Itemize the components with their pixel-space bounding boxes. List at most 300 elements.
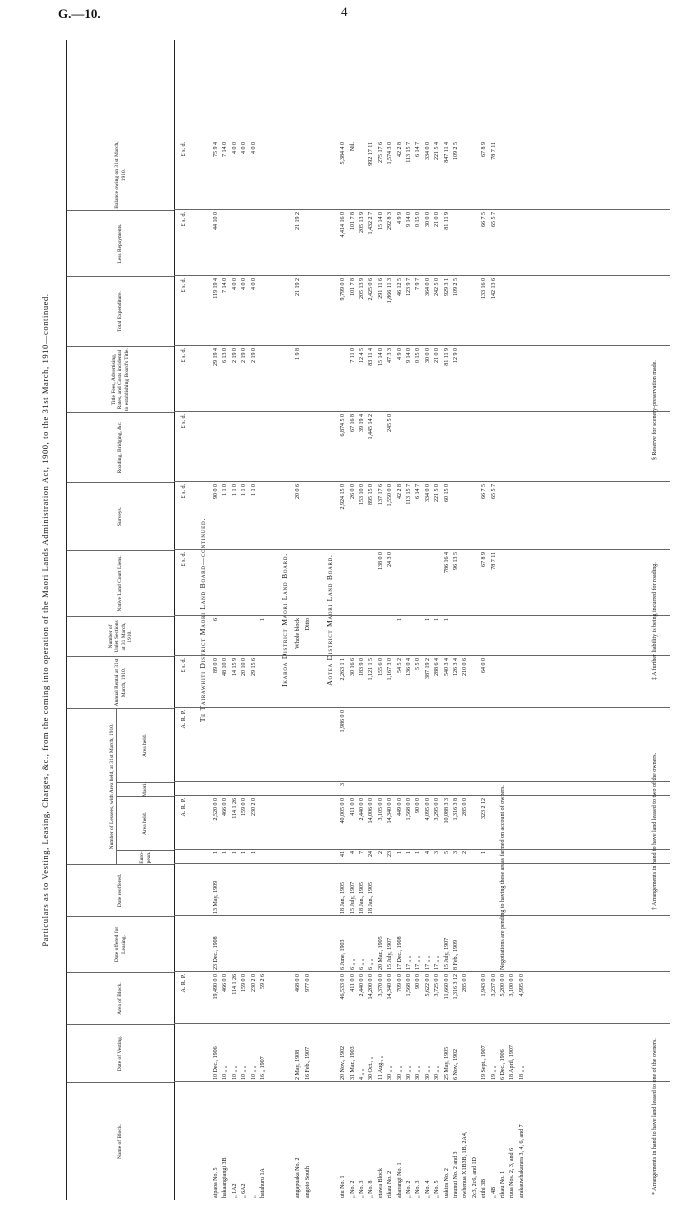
cell-eur: 1 [241,851,248,854]
table-row [414,40,423,1200]
cell-vesting: 30 Oct., „ [368,1056,375,1080]
col-area-held-european: Area held. [117,796,174,850]
cell-eur-area: 14,340 0 0 [387,798,394,824]
cell-fees: 1 9 8 [295,348,302,360]
unit-label: £ s. d. [181,414,187,429]
cell-vesting: 30 „ „ [396,1065,403,1080]
column-rule [174,915,670,916]
cell-surveys: 1 1 0 [231,484,238,496]
cell-surveys: 113 15 7 [406,484,412,505]
cell-vesting: 6 Dec., 1906 [500,1049,506,1080]
cell-eur-area: 40,005 0 0 [340,798,347,824]
cell-unlet: 1 [260,618,266,621]
unit-label: £ s. d. [181,658,187,673]
cell-name: „ No. 5 [434,1180,441,1198]
cell-vesting: 18 „ „ [518,1065,525,1080]
column-rule [174,1023,670,1024]
column-rule [174,655,670,656]
cell-eur-area: 10,088 3 3 [443,798,450,824]
cell-rental: 29 15 6 [250,658,257,676]
cell-surveys: 6 14 7 [415,484,422,499]
table-row [349,40,358,1200]
cell-eur-area: 466 0 0 [222,798,229,816]
cell-area: 14,200 0 0 [368,974,375,1000]
cell-roading: 6,874 5 0 [340,414,347,437]
cell-rental: 48 10 0 [222,658,229,676]
cell-roading: 245 5 0 [387,414,394,432]
cell-area: 46,533 0 0 [340,974,347,1000]
table-row [240,40,249,1200]
cell-area: 11,660 0 0 [443,974,450,1000]
cell-name: hatahuru 1A [260,1168,266,1198]
cell-rental: 540 3 4 [443,658,450,676]
cell-eur: 7 [359,851,365,854]
cell-balance: 275 17 6 [377,142,384,163]
cell-fees: 83 11 4 [368,348,375,366]
cell-name: arakauwhakarara 3, 4, 6, and 7 [518,1124,525,1198]
pending-note: Negotiations are pending to having these areas farmed on account of owners. [500,785,507,970]
cell-area: 411 0 0 [349,974,356,992]
cell-fees: 29 19 4 [213,348,219,366]
cell-fees: 2 19 0 [241,348,248,363]
cell-liens: 96 13 5 [453,552,459,570]
cell-area: 5,622 0 0 [424,974,431,997]
table-row [377,40,386,1200]
cell-repay: 4 9 9 [396,212,403,224]
cell-total: 364 0 0 [424,278,431,296]
cell-eur: 1 [406,851,412,854]
unit-label: £ s. d. [181,212,187,227]
column-rule [174,863,670,864]
column-rule [174,411,670,412]
table-row [518,40,527,1200]
cell-total: 119 19 4 [213,278,219,299]
cell-area: 59 2 6 [260,974,266,989]
cell-area: 3,100 0 0 [509,974,516,997]
cell-balance: 847 11 4 [443,142,450,163]
pending-note-row [499,40,508,1200]
cell-rental: 30 16 6 [349,658,356,676]
cell-reoffered: 18 Jan., 1905 [340,882,347,914]
cell-eur: 2 [462,851,469,854]
col-maori: Maori. [117,782,174,796]
unit-label: £ s. d. [181,278,187,293]
col-date-of-vesting: Date of Vesting. [67,1024,174,1082]
cell-total: 7 14 0 [222,278,229,293]
cell-fees: 9 14 0 [406,348,412,363]
cell-unlet: Whole block [295,618,302,649]
cell-rental: 387 19 2 [424,658,431,679]
cell-area: 1,568 0 0 [406,974,412,997]
cell-eur: 1 [415,851,422,854]
cell-balance: 5,384 4 0 [340,142,347,165]
cell-balance: 334 0 0 [424,142,431,160]
cell-unlet: 1 [424,618,431,621]
rotated-table-sheet [40,40,680,1200]
table-row [304,40,313,1200]
cell-eur-area: 230 2 0 [250,798,257,816]
cell-vesting: 6 Nov., 1902 [453,1049,459,1080]
cell-offered: 20 Mar., 1905 [377,936,384,970]
cell-area: 1,316 3 12 [453,974,459,1000]
cell-repay: 9 14 0 [406,212,412,227]
col-unlet-sections: Number of Unlet Sections at 31 March, 1910. [67,616,174,656]
unit-label: A. R. P. [181,974,187,993]
cell-vesting: 11 Aug., „ [377,1055,384,1080]
cell-repay: 21 19 2 [295,212,302,230]
cell-total: 2,425 0 6 [368,278,375,301]
cell-balance: 6 14 7 [415,142,422,157]
cell-area: 468 0 0 [295,974,302,992]
cell-balance: 992 17 11 [368,142,375,166]
cell-vesting: 19 „ „ [490,1065,497,1080]
cell-area: 3,725 0 0 [434,974,441,997]
cell-liens: 786 16 4 [443,552,450,573]
cell-rental: 2,263 1 1 [340,658,347,681]
cell-eur-area: 3,105 0 0 [377,798,384,821]
cell-surveys: 1,550 0 0 [387,484,394,507]
page-number: 4 [341,4,348,19]
cell-total: 4 0 0 [250,278,257,290]
unit-label: £ s. d. [181,348,187,363]
table-row [367,40,376,1200]
unit-label: A. R. P. [181,710,187,729]
table-row [231,40,240,1200]
cell-eur-area: 90 0 0 [415,798,422,813]
cell-total: 133 16 0 [481,278,488,299]
table-row [358,40,367,1200]
cell-balance: 113 15 7 [406,142,412,163]
cell-offered: 15 July, 1907 [387,937,394,970]
cell-rental: 288 6 4 [434,658,441,676]
cell-repay: 1,432 2 7 [368,212,375,235]
table-row [452,40,461,1200]
cell-name: 2c3, 2c6, and 1D [471,1157,478,1198]
cell-repay: 0 15 0 [415,212,422,227]
cell-eur-area: 14,006 0 0 [368,798,375,824]
cell-eur-area: 411 0 0 [349,798,356,816]
cell-eur: 4 [424,851,431,854]
cell-offered: 15 July, 1907 [443,937,450,970]
units-row [180,40,189,1200]
cell-fees: 15 14 0 [377,348,384,366]
column-rule [174,971,670,972]
cell-vesting: 2 May, 1908 [295,1049,302,1080]
cell-balance: 221 5 4 [434,142,441,160]
cell-name: utu No. 1 [340,1175,347,1198]
cell-surveys: 895 15 0 [368,484,375,505]
cell-area: 3,237 0 0 [490,974,497,997]
column-rule [174,849,670,850]
cell-eur-area: 114 1 26 [231,798,238,819]
table-row [471,40,480,1200]
cell-fees: 30 0 0 [424,348,431,363]
unit-label: A. R. P. [181,798,187,817]
cell-surveys: 20 0 6 [295,484,302,499]
cell-fees: 12 4 5 [359,348,365,363]
cell-eur-area: 2,440 0 0 [359,798,365,821]
column-rule [174,345,670,346]
cell-rental: 1,167 3 0 [387,658,394,681]
cell-area: 159 0 0 [241,974,248,992]
cell-fees: 7 11 0 [349,348,356,363]
cell-eur: 1 [250,851,257,854]
cell-reoffered: 18 Jan., 1905 [359,882,365,914]
cell-area: 230 2 0 [250,974,257,992]
cell-fees: 6 13 0 [222,348,229,363]
cell-reoffered: 18 Jan., 1905 [368,882,375,914]
col-european: Euro-pean. [117,850,174,864]
cell-eur-area: 2,520 0 0 [213,798,219,821]
cell-surveys: 2,924 15 0 [340,484,347,510]
cell-rental: 155 6 0 [377,658,384,676]
cell-repay: 15 14 0 [377,212,384,230]
column-rule [174,275,670,276]
cell-roading: 67 16 8 [349,414,356,432]
cell-area: 19,490 0 0 [213,974,219,1000]
cell-eur: 1 [222,851,229,854]
cell-fees: 2 19 0 [250,348,257,363]
col-court-liens: Native Land Court Liens. [67,550,174,616]
cell-area: 1,943 0 0 [481,974,488,997]
cell-offered: 17 „ „ [406,955,412,970]
cell-vesting: 30 „ „ [406,1065,412,1080]
table-row [396,40,405,1200]
col-surveys: Surveys. [67,482,174,550]
cell-balance: 42 2 8 [396,142,403,157]
col-group-lessees: Number of Lessees, with Area held, at 31st March, 1910. [67,708,117,864]
cell-name: „ [250,1195,257,1198]
table-row [250,40,259,1200]
cell-unlet: 6 [213,618,219,621]
table-row [212,40,221,1200]
unit-label: £ s. d. [181,142,187,157]
cell-fees: 21 0 0 [434,348,441,363]
column-rule [174,1081,670,1082]
cell-surveys: 60 15 0 [443,484,450,502]
cell-vesting: 30 „ „ [387,1065,394,1080]
cell-surveys: 221 5 0 [434,484,441,502]
cell-total: 1,866 11 3 [387,278,394,304]
cell-roading: 1,445 14 2 [368,414,375,440]
header-rule [174,40,175,1200]
cell-rental: 64 0 0 [481,658,488,673]
cell-vesting: 10 „ „ [250,1065,257,1080]
cell-vesting: 18 April, 1907 [509,1045,516,1080]
cell-surveys: 334 0 0 [424,484,431,502]
cell-eur: 1 [481,851,488,854]
col-roading: Roading, Bridging, &c. [67,412,174,482]
col-total-expenditure: Total Expenditure. [67,276,174,346]
cell-vesting: 16 „ 1907 [260,1056,266,1080]
cell-unlet: 1 [434,618,441,621]
table-row [405,40,414,1200]
cell-surveys: 1 1 0 [250,484,257,496]
document-reference: G.—10. [58,6,101,21]
cell-surveys: 90 0 0 [213,484,219,499]
cell-unlet: Ditto [304,618,311,631]
cell-balance: 4 0 0 [250,142,257,154]
cell-name: „ 4B [490,1186,497,1198]
cell-repay: 205 13 9 [359,212,365,233]
cell-fees: 4 9 0 [396,348,403,360]
cell-surveys: 42 2 8 [396,484,403,499]
cell-eur: 5 [443,851,450,854]
table-row [294,40,303,1200]
col-area-of-block: Area of Block. [67,972,174,1024]
cell-name: etihi 3B [481,1178,488,1198]
cell-area: 90 0 0 [415,974,422,989]
table-row [221,40,230,1200]
cell-roading: 39 19 4 [359,414,365,432]
cell-liens: 67 8 9 [481,552,488,567]
cell-rental: 183 9 0 [359,658,365,676]
table-row [508,40,517,1200]
cell-name: angapuaka No. 2 [295,1157,302,1198]
cell-total: 205 13 9 [359,278,365,299]
cell-vesting: 30 „ „ [434,1065,441,1080]
column-rule [174,781,670,782]
cell-eur-area: 4,095 0 0 [424,798,431,821]
cell-eur: 3 [434,851,441,854]
cell-name: aipaoa No. 5 [213,1167,219,1198]
cell-area: 14,340 0 0 [387,974,394,1000]
cell-total: 101 7 8 [349,278,356,296]
cell-eur: 1 [213,851,219,854]
column-header-row [67,40,174,1200]
cell-unlet: 1 [443,618,450,621]
cell-name: angoio South [304,1166,311,1198]
cell-repay: 101 7 8 [349,212,356,230]
cell-vesting: 10 „ „ [241,1065,248,1080]
cell-balance: 1,574 3 0 [387,142,394,165]
cell-total: 109 2 5 [453,278,459,296]
cell-name: rikau No. 2 [387,1170,394,1198]
table-row [259,40,268,1200]
footnote-2: † Arrangements in hand to have land leased to two of the owners. [652,752,658,910]
cell-eur: 4 [349,851,356,854]
cell-vesting: 10 „ „ [222,1065,229,1080]
cell-maori-area: 1,986 0 0 [340,710,347,733]
cell-balance: 4 0 0 [241,142,248,154]
cell-name: aharangi No. 1 [396,1162,403,1198]
col-date-reoffered: Date reoffered. [67,864,174,916]
cell-liens: 138 0 0 [377,552,384,570]
table-title: Particulars as to Vesting, Leasing, Charges, &c., from the coming into operation of the Maori Lands Administration Act, 1900, to the 31st March, 1910—continued. [40,293,50,947]
cell-fees: 81 11 9 [443,348,450,366]
cell-offered: 8 Feb., 1909 [453,940,459,970]
footnote-1: * Arrangements in hand to have land leased to one of the owners. [652,1038,658,1195]
footnote-3: ‡ A further liability is being incurred for roading. [652,562,658,680]
col-balance: Balance owing on 31st March, 1910. [114,141,127,209]
column-rule [174,209,670,210]
cell-total: 4 0 0 [231,278,238,290]
cell-rental: 126 3 4 [453,658,459,676]
cell-eur-area: 3,295 0 0 [434,798,441,821]
cell-name: etawa Block [377,1168,384,1198]
cell-eur: 1 [396,851,403,854]
cell-surveys: 65 5 7 [490,484,497,499]
cell-name: „ 6A2 [241,1183,248,1198]
cell-offered: 17 „ „ [434,955,441,970]
cell-area: 709 0 0 [396,974,403,992]
column-rule [174,481,670,482]
cell-unlet: 1 [396,618,403,621]
cell-offered: 17 „ „ [415,955,422,970]
cell-name: ruua Nos. 2, 3, and 6 [509,1148,516,1198]
cell-name: „ No. 2 [406,1180,412,1198]
cell-balance: 7 14 0 [222,142,229,157]
cell-offered: 6 „ „ [368,958,375,970]
cell-rental: 20 10 0 [241,658,248,676]
cell-area: 4,995 0 0 [518,974,525,997]
cell-eur-area: 1,316 3 8 [453,798,459,821]
cell-rental: 5 5 0 [415,658,422,670]
cell-balance: 75 9 4 [213,142,219,157]
cell-area: 5,200 0 0 [500,974,506,997]
cell-name: uakira No. 2 [443,1168,450,1198]
cell-total: 21 19 2 [295,278,302,296]
cell-offered: 17 „ „ [424,955,431,970]
cell-repay: 21 0 0 [434,212,441,227]
cell-vesting: 30 „ „ [424,1065,431,1080]
cell-total: 9,799 0 0 [340,278,347,301]
col-title-fees: Title Fees, Advertising, Rates, and Costs incidental to establishing Board's Title. [67,346,174,412]
cell-total: 929 3 1 [443,278,450,296]
cell-balance: 109 2 5 [453,142,459,160]
cell-fees: 0 15 0 [415,348,422,363]
cell-vesting: 30 „ „ [415,1065,422,1080]
cell-name: rikau No. 1 [500,1170,506,1198]
cell-fees: 47 3 3 [387,348,394,363]
column-rule [174,707,670,708]
cell-offered: 6 „ „ [359,958,365,970]
cell-offered: 17 Dec., 1908 [396,936,403,970]
table-row [339,40,348,1200]
cell-total: 142 13 6 [490,278,497,299]
cell-liens: 78 7 11 [490,552,497,570]
cell-liens: 24 3 0 [387,552,394,567]
cell-area: 114 1 26 [231,974,238,995]
cell-eur-area: 1,568 0 0 [406,798,412,821]
cell-total: 291 11 6 [377,278,384,299]
cell-rental: 136 0 4 [406,658,412,676]
table-row [433,40,442,1200]
table-row [461,40,470,1200]
cell-fees: 2 19 0 [231,348,238,363]
cell-fees: 12 9 0 [453,348,459,363]
cell-vesting: 25 May, 1905 [443,1046,450,1080]
table-row [443,40,452,1200]
col-area-held-maori: Area held. [117,708,174,782]
cell-eur: 3 [453,851,459,854]
cell-surveys: 1 1 0 [241,484,248,496]
cell-vesting: 10 „ „ [231,1065,238,1080]
cell-name: „ No. 3 [415,1180,422,1198]
cell-total: 46 12 5 [396,278,403,296]
cell-balance: 67 8 9 [481,142,488,157]
cell-reoffered: 13 May, 1909 [213,880,219,914]
cell-name: „ 1A2 [231,1183,238,1198]
cell-offered: 6 „ „ [349,958,356,970]
column-rule [174,549,670,550]
section-heading: Ikaroa District Maori Land Board. [280,553,290,687]
cell-name: iraunui No. 2 and 3 [453,1151,459,1198]
cell-area: 285 0 0 [462,974,469,992]
cell-area: 3,370 0 0 [377,974,384,997]
cell-name: „ No. 4 [424,1180,431,1198]
cell-balance: 4 0 0 [231,142,238,154]
